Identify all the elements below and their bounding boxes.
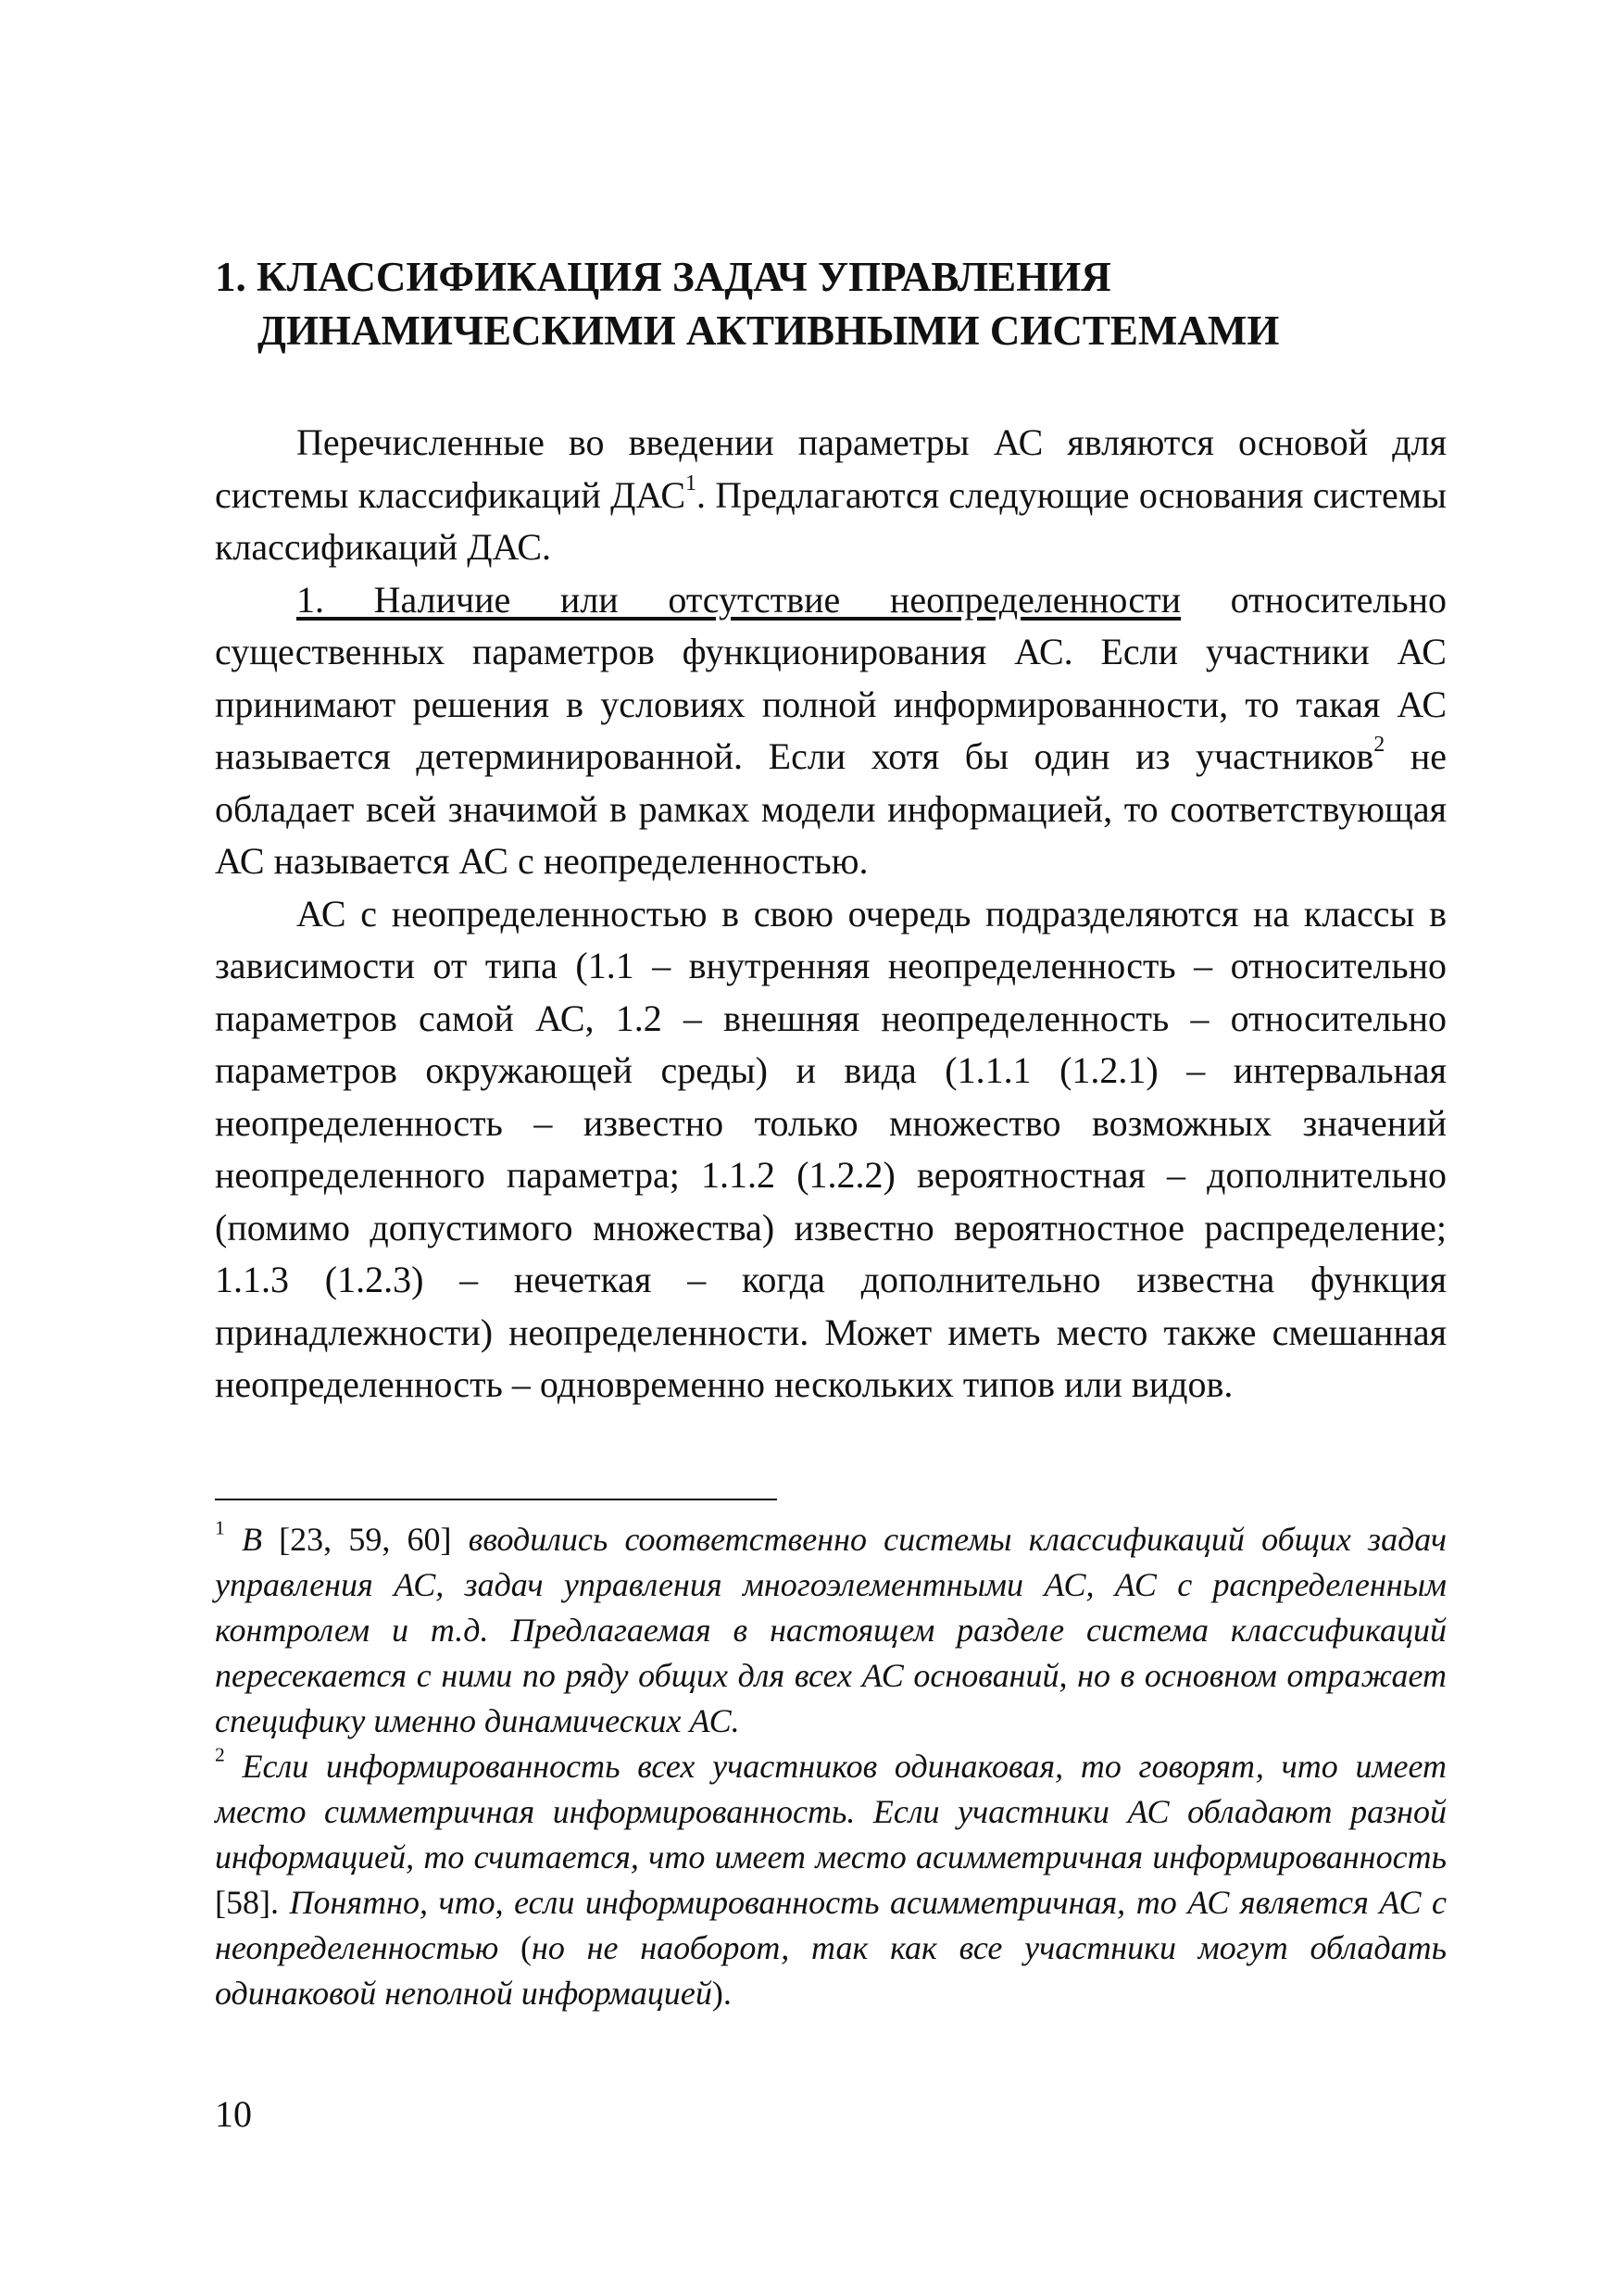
- footnote-2-paren-close: ).: [711, 1975, 732, 2012]
- criterion-1-underlined: 1. Наличие или отсутствие неопределенности: [296, 578, 1181, 621]
- heading-line-1: 1. КЛАССИФИКАЦИЯ ЗАДАЧ УПРАВЛЕНИЯ: [215, 254, 1111, 300]
- footnote-2-text: Если информированность всех участников одинаковая, то говорят, что имеет место симметричная информированность. Если участники АС обладают разной информацией, то считается, что имеет место асимметричная информированность: [215, 1748, 1447, 1876]
- heading-line-2: ДИНАМИЧЕСКИМИ АКТИВНЫМИ СИСТЕМАМИ: [257, 307, 1280, 354]
- footnotes: [215, 1517, 1447, 2016]
- footnote-2-text-paren: но не наоборот, так как все участники могут обладать одинаковой неполной информацией: [215, 1929, 1447, 2012]
- paragraph-3: АС с неопределенностью в свою очередь подразделяются на классы в зависимости от типа (1.1 – внутренняя неопределенность – относительно параметров самой АС, 1.2 – внешняя неопределенность – относительно параметров окружающей среды) и вида (1.1.1 (1.2.1) – интервальная неопределенность – известно только множество возможных значений неопределенного параметра; 1.1.2 (1.2.2) вероятностная – дополнительно (помимо допустимого множества) известно вероятностное распределение; 1.1.3 (1.2.3) – нечеткая – когда дополнительно известна функция принадлежности) неопределенности. Может иметь место также смешанная неопределенность – одновременно нескольких типов или видов.: [215, 892, 1447, 1405]
- footnote-ref-2: 2: [1373, 732, 1385, 757]
- footnote-2-paren-open: (: [498, 1929, 533, 1966]
- footnote-2-ref: [58].: [215, 1884, 290, 1921]
- footnote-2-mark: 2: [215, 1743, 225, 1766]
- body-text: [215, 417, 1447, 1411]
- page-content: [215, 250, 1447, 1411]
- footnote-1-refs: [23, 59, 60]: [261, 1521, 469, 1558]
- page-number: 10: [215, 2093, 252, 2135]
- paragraph-2-text-cont: не обладает всей значимой в рамках модели информацией, то соответствующая АС называется АС с неопределенностью.: [215, 735, 1447, 882]
- paragraph-2: [215, 574, 1447, 888]
- footnote-1-text: вводились соответственно системы классификаций общих задач управления АС, задач управления многоэлементными АС, АС с распределенным контролем и т.д. Предлагаемая в настоящем разделе система классификаций пересекается с ними по ряду общих для всех АС оснований, но в основном отражает специфику именно динамических АС.: [215, 1521, 1447, 1739]
- footnote-1-mark: 1: [215, 1516, 225, 1539]
- footnote-1-lead: В: [241, 1521, 262, 1558]
- footnote-1: [215, 1517, 1447, 1744]
- paragraph-1: [215, 417, 1447, 574]
- footnote-ref-1: 1: [685, 470, 696, 496]
- footnote-separator: [215, 1499, 777, 1500]
- paragraph-1-text-cont: . Предлагаются следующие основания системы классификаций ДАС.: [215, 473, 1447, 568]
- section-heading: [215, 250, 1447, 358]
- paragraph-1-text: Перечисленные во введении параметры АС являются основой для системы классификаций ДАС: [215, 421, 1447, 516]
- footnote-2-text-cont: Понятно, что, если информированность асимметричная, то АС является АС с неопределенностью: [215, 1884, 1447, 1966]
- paragraph-2-text: относительно существенных параметров функционирования АС. Если участники АС принимают решения в условиях полной информированности, то такая АС называется детерминированной. Если хотя бы один из участников: [215, 578, 1448, 777]
- footnote-2: [215, 1744, 1447, 2016]
